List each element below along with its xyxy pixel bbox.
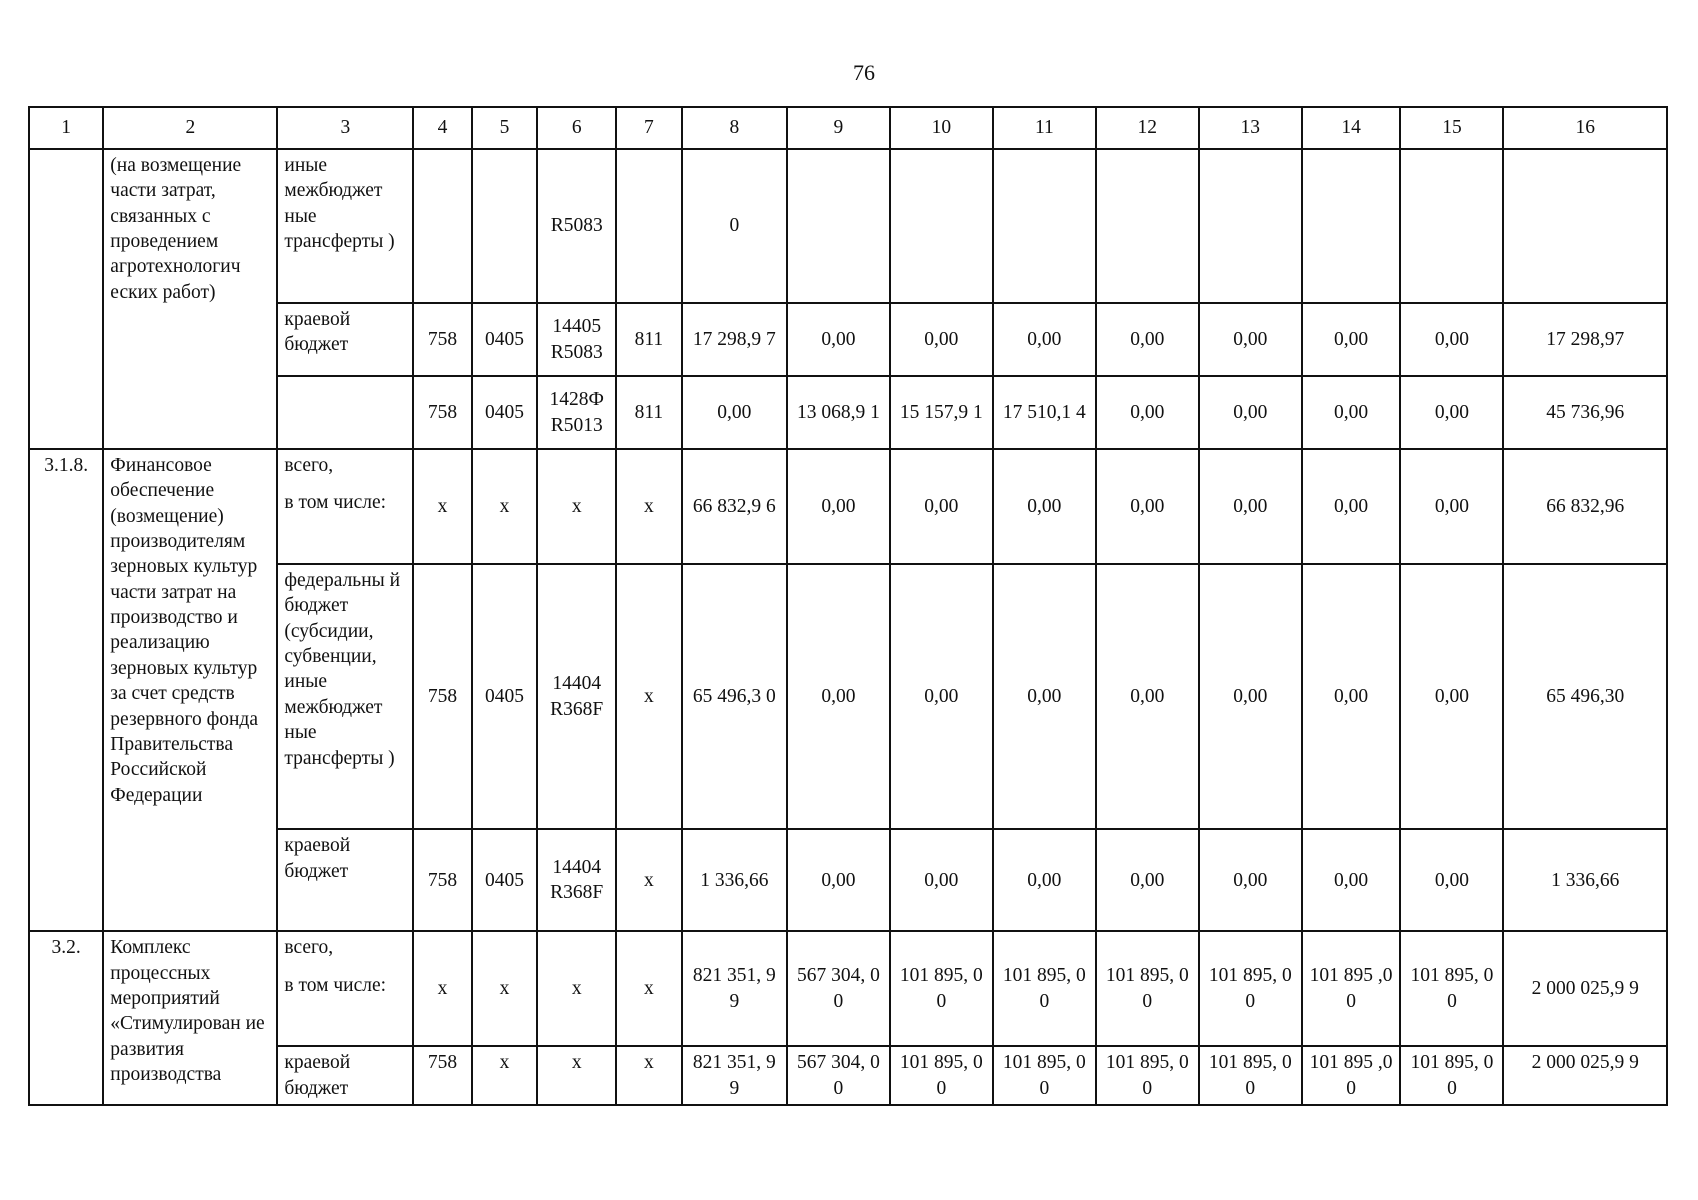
cell-value: 0,00 xyxy=(1199,449,1302,564)
item-name: Комплекс процессных мероприятий «Стимулирован ие развития производства xyxy=(103,931,277,1105)
cell-section: x xyxy=(472,1046,538,1105)
cell-value: 567 304, 00 xyxy=(787,931,890,1046)
column-header: 5 xyxy=(472,107,538,149)
cell-value: 0,00 xyxy=(1302,829,1401,931)
item-name: Финансовое обеспечение (возмещение) производителям зерновых культур части затрат на производство и реализацию зерновых культур за счет средств резервного фонда Правительства Российской Федерации xyxy=(103,449,277,931)
column-header: 1 xyxy=(29,107,103,149)
column-header: 3 xyxy=(277,107,413,149)
cell-expense-type: 811 xyxy=(616,303,682,376)
cell-target-code: 14404 R368F xyxy=(537,829,616,931)
cell-section xyxy=(472,149,538,303)
column-header: 6 xyxy=(537,107,616,149)
cell-total: 66 832,96 xyxy=(1503,449,1667,564)
cell-target-code: 14404 R368F xyxy=(537,564,616,829)
cell-target-code: 1428Ф R5013 xyxy=(537,376,616,449)
cell-value: 1 336,66 xyxy=(682,829,787,931)
cell-value: 101 895, 00 xyxy=(993,931,1096,1046)
cell-target-code: x xyxy=(537,449,616,564)
cell-value: 101 895, 00 xyxy=(1199,931,1302,1046)
cell-value: 101 895, 00 xyxy=(1400,931,1503,1046)
cell-value: 0,00 xyxy=(1302,449,1401,564)
cell-expense-type: x xyxy=(616,931,682,1046)
cell-grbs: 758 xyxy=(413,303,471,376)
funding-source xyxy=(277,449,413,564)
cell-expense-type: x xyxy=(616,829,682,931)
budget-table xyxy=(28,106,1668,1106)
cell-value: 0,00 xyxy=(787,449,890,564)
cell-value: 101 895, 00 xyxy=(1096,931,1199,1046)
cell-value: 821 351, 99 xyxy=(682,931,787,1046)
cell-value: 101 895, 00 xyxy=(1400,1046,1503,1105)
column-header: 2 xyxy=(103,107,277,149)
funding-source: краевой бюджет xyxy=(277,829,413,931)
cell-expense-type: x xyxy=(616,1046,682,1105)
cell-value: 0,00 xyxy=(1400,449,1503,564)
cell-total: 65 496,30 xyxy=(1503,564,1667,829)
cell-value: 0,00 xyxy=(1199,376,1302,449)
cell-value xyxy=(890,149,993,303)
cell-value: 0,00 xyxy=(682,376,787,449)
cell-value xyxy=(993,149,1096,303)
cell-expense-type: x xyxy=(616,449,682,564)
cell-target-code: x xyxy=(537,1046,616,1105)
cell-value: 0,00 xyxy=(787,303,890,376)
cell-value: 0,00 xyxy=(1096,303,1199,376)
funding-source: федеральны й бюджет (субсидии, субвенции, иные межбюджет ные трансферты ) xyxy=(277,564,413,829)
cell-grbs: 758 xyxy=(413,829,471,931)
cell-value xyxy=(1096,149,1199,303)
column-header: 11 xyxy=(993,107,1096,149)
cell-value xyxy=(787,149,890,303)
cell-value: 15 157,9 1 xyxy=(890,376,993,449)
funding-source xyxy=(277,376,413,449)
cell-value: 0,00 xyxy=(1400,376,1503,449)
cell-value: 0,00 xyxy=(1199,829,1302,931)
cell-value: 0,00 xyxy=(1096,829,1199,931)
column-header: 8 xyxy=(682,107,787,149)
cell-target-code: 14405 R5083 xyxy=(537,303,616,376)
funding-source-total: всего, xyxy=(284,937,334,959)
cell-expense-type xyxy=(616,149,682,303)
cell-value: 0,00 xyxy=(993,564,1096,829)
column-header: 7 xyxy=(616,107,682,149)
cell-value: 101 895 ,00 xyxy=(1302,931,1401,1046)
cell-value: 101 895, 00 xyxy=(890,1046,993,1105)
cell-value xyxy=(1199,149,1302,303)
column-header: 14 xyxy=(1302,107,1401,149)
cell-value: 0,00 xyxy=(1302,564,1401,829)
cell-value: 0,00 xyxy=(1199,564,1302,829)
cell-value: 0,00 xyxy=(1302,303,1401,376)
item-number: 3.1.8. xyxy=(29,449,103,931)
funding-source-total: всего, xyxy=(284,455,334,477)
cell-value: 0,00 xyxy=(1096,449,1199,564)
cell-grbs: x xyxy=(413,449,471,564)
cell-value: 0,00 xyxy=(890,564,993,829)
cell-value: 0,00 xyxy=(1302,376,1401,449)
cell-value: 0,00 xyxy=(890,829,993,931)
cell-value: 567 304, 00 xyxy=(787,1046,890,1105)
cell-total: 45 736,96 xyxy=(1503,376,1667,449)
cell-value: 0,00 xyxy=(787,829,890,931)
cell-section: x xyxy=(472,931,538,1046)
item-number xyxy=(29,149,103,449)
cell-value: 0,00 xyxy=(787,564,890,829)
column-header: 13 xyxy=(1199,107,1302,149)
cell-total: 1 336,66 xyxy=(1503,829,1667,931)
cell-value xyxy=(1400,149,1503,303)
funding-source-including: в том числе: xyxy=(284,492,387,514)
funding-source: краевой бюджет xyxy=(277,303,413,376)
cell-value: 0,00 xyxy=(993,829,1096,931)
column-header: 16 xyxy=(1503,107,1667,149)
cell-total: 2 000 025,9 9 xyxy=(1503,1046,1667,1105)
cell-section: 0405 xyxy=(472,829,538,931)
cell-value: 101 895, 00 xyxy=(890,931,993,1046)
table-row xyxy=(29,449,1667,564)
cell-value: 0,00 xyxy=(890,303,993,376)
funding-source-including: в том числе: xyxy=(284,974,387,996)
column-header: 15 xyxy=(1400,107,1503,149)
cell-value: 0,00 xyxy=(1096,376,1199,449)
cell-expense-type: 811 xyxy=(616,376,682,449)
cell-value: 0,00 xyxy=(890,449,993,564)
cell-value: 0,00 xyxy=(1400,564,1503,829)
column-header: 9 xyxy=(787,107,890,149)
cell-section: x xyxy=(472,449,538,564)
cell-value: 0,00 xyxy=(993,303,1096,376)
cell-expense-type: x xyxy=(616,564,682,829)
funding-source: краевой бюджет xyxy=(277,1046,413,1105)
cell-value: 101 895, 00 xyxy=(1199,1046,1302,1105)
cell-value: 101 895, 00 xyxy=(1096,1046,1199,1105)
cell-value: 0,00 xyxy=(993,449,1096,564)
column-header: 12 xyxy=(1096,107,1199,149)
cell-value: 13 068,9 1 xyxy=(787,376,890,449)
cell-grbs: 758 xyxy=(413,1046,471,1105)
cell-value: 17 298,9 7 xyxy=(682,303,787,376)
cell-section: 0405 xyxy=(472,564,538,829)
page-number: 76 xyxy=(853,60,875,85)
cell-value: 0 xyxy=(682,149,787,303)
cell-target-code: x xyxy=(537,931,616,1046)
cell-value: 66 832,9 6 xyxy=(682,449,787,564)
table-row xyxy=(29,931,1667,1046)
cell-total xyxy=(1503,149,1667,303)
item-number: 3.2. xyxy=(29,931,103,1105)
cell-value: 101 895 ,00 xyxy=(1302,1046,1401,1105)
cell-total: 2 000 025,9 9 xyxy=(1503,931,1667,1046)
column-header: 4 xyxy=(413,107,471,149)
cell-value: 65 496,3 0 xyxy=(682,564,787,829)
cell-value: 0,00 xyxy=(1400,303,1503,376)
cell-grbs: 758 xyxy=(413,376,471,449)
cell-grbs: x xyxy=(413,931,471,1046)
funding-source xyxy=(277,931,413,1046)
table-row xyxy=(29,149,1667,303)
cell-value xyxy=(1302,149,1401,303)
cell-section: 0405 xyxy=(472,376,538,449)
cell-value: 0,00 xyxy=(1400,829,1503,931)
cell-value: 0,00 xyxy=(1199,303,1302,376)
header-row xyxy=(29,107,1667,149)
cell-target-code: R5083 xyxy=(537,149,616,303)
item-name: (на возмещение части затрат, связанных с проведением агротехнологич еских работ) xyxy=(103,149,277,449)
cell-grbs: 758 xyxy=(413,564,471,829)
funding-source: иные межбюджет ные трансферты ) xyxy=(277,149,413,303)
cell-value: 0,00 xyxy=(1096,564,1199,829)
cell-value: 101 895, 00 xyxy=(993,1046,1096,1105)
cell-total: 17 298,97 xyxy=(1503,303,1667,376)
cell-section: 0405 xyxy=(472,303,538,376)
cell-value: 821 351, 99 xyxy=(682,1046,787,1105)
column-header: 10 xyxy=(890,107,993,149)
cell-value: 17 510,1 4 xyxy=(993,376,1096,449)
cell-grbs xyxy=(413,149,471,303)
